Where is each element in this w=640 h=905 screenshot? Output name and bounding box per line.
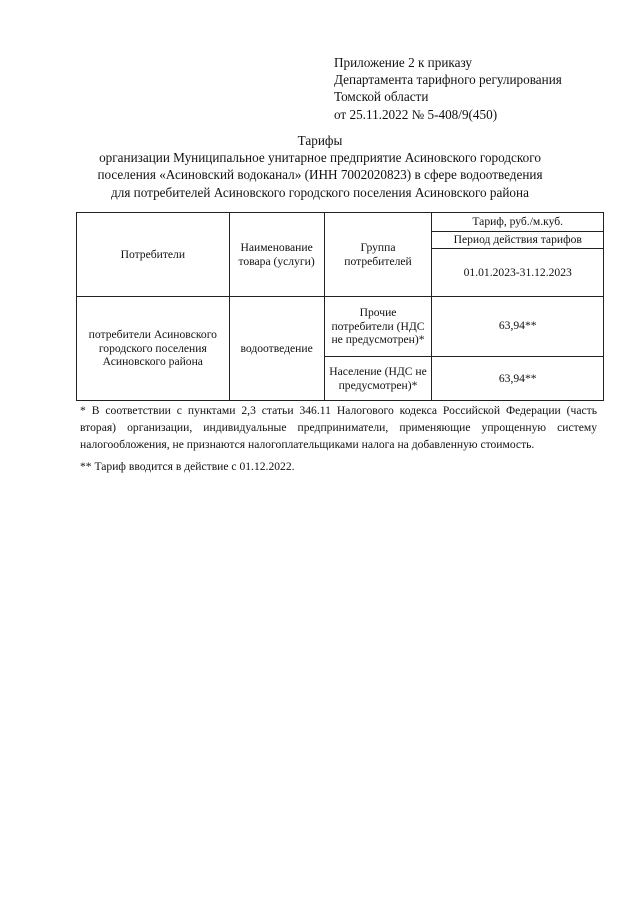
header-product: Наименование товара (услуги) (229, 213, 324, 297)
header-consumers: Потребители (77, 213, 230, 297)
title-line: для потребителей Асиновского городского поселения Асиновского района (111, 184, 529, 200)
header-period: 01.01.2023-31.12.2023 (432, 249, 604, 297)
title-line: поселения «Асиновский водоканал» (ИНН 7002020823) в сфере водоотведения (97, 167, 543, 183)
footnotes (80, 403, 597, 482)
appendix-line: Томской области (334, 89, 429, 105)
tariff-table (76, 212, 604, 401)
header-group: Группа потребителей (324, 213, 432, 297)
title-heading: Тарифы (297, 133, 343, 148)
header-tariff: Тариф, руб./м.куб. (432, 213, 604, 232)
appendix-line: Приложение 2 к приказу (334, 55, 472, 70)
cell-tariff-value: 63,94** (432, 357, 604, 401)
footnote-effective-date: ** Тариф вводится в действие с 01.12.2022. (80, 460, 295, 474)
table-row (77, 297, 604, 357)
footnote-vat: * В соответствии с пунктами 2,3 статьи 346.11 Налогового кодекса Российской Федерации (часть вторая) организации, индивидуальные предприниматели, применяющие упрощенную систему налогообложения, не признаются налогоплательщиками налога на добавленную стоимость. (80, 404, 597, 451)
appendix-order-date: от 25.11.2022 № 5-408/9(450) (334, 106, 498, 122)
header-period-label: Период действия тарифов (432, 232, 604, 249)
cell-consumer: потребители Асиновского городского поселения Асиновского района (77, 297, 230, 401)
title-line: организации Муниципальное унитарное предприятие Асиновского городского (99, 150, 541, 166)
cell-group: Население (НДС не предусмотрен)* (324, 357, 432, 401)
document-title (70, 132, 570, 201)
cell-group: Прочие потребители (НДС не предусмотрен)* (324, 297, 432, 357)
appendix-block (334, 54, 562, 123)
cell-product: водоотведение (229, 297, 324, 401)
table-header-row (77, 213, 604, 232)
cell-tariff-value: 63,94** (432, 297, 604, 357)
appendix-line: Департамента тарифного регулирования (334, 72, 562, 88)
